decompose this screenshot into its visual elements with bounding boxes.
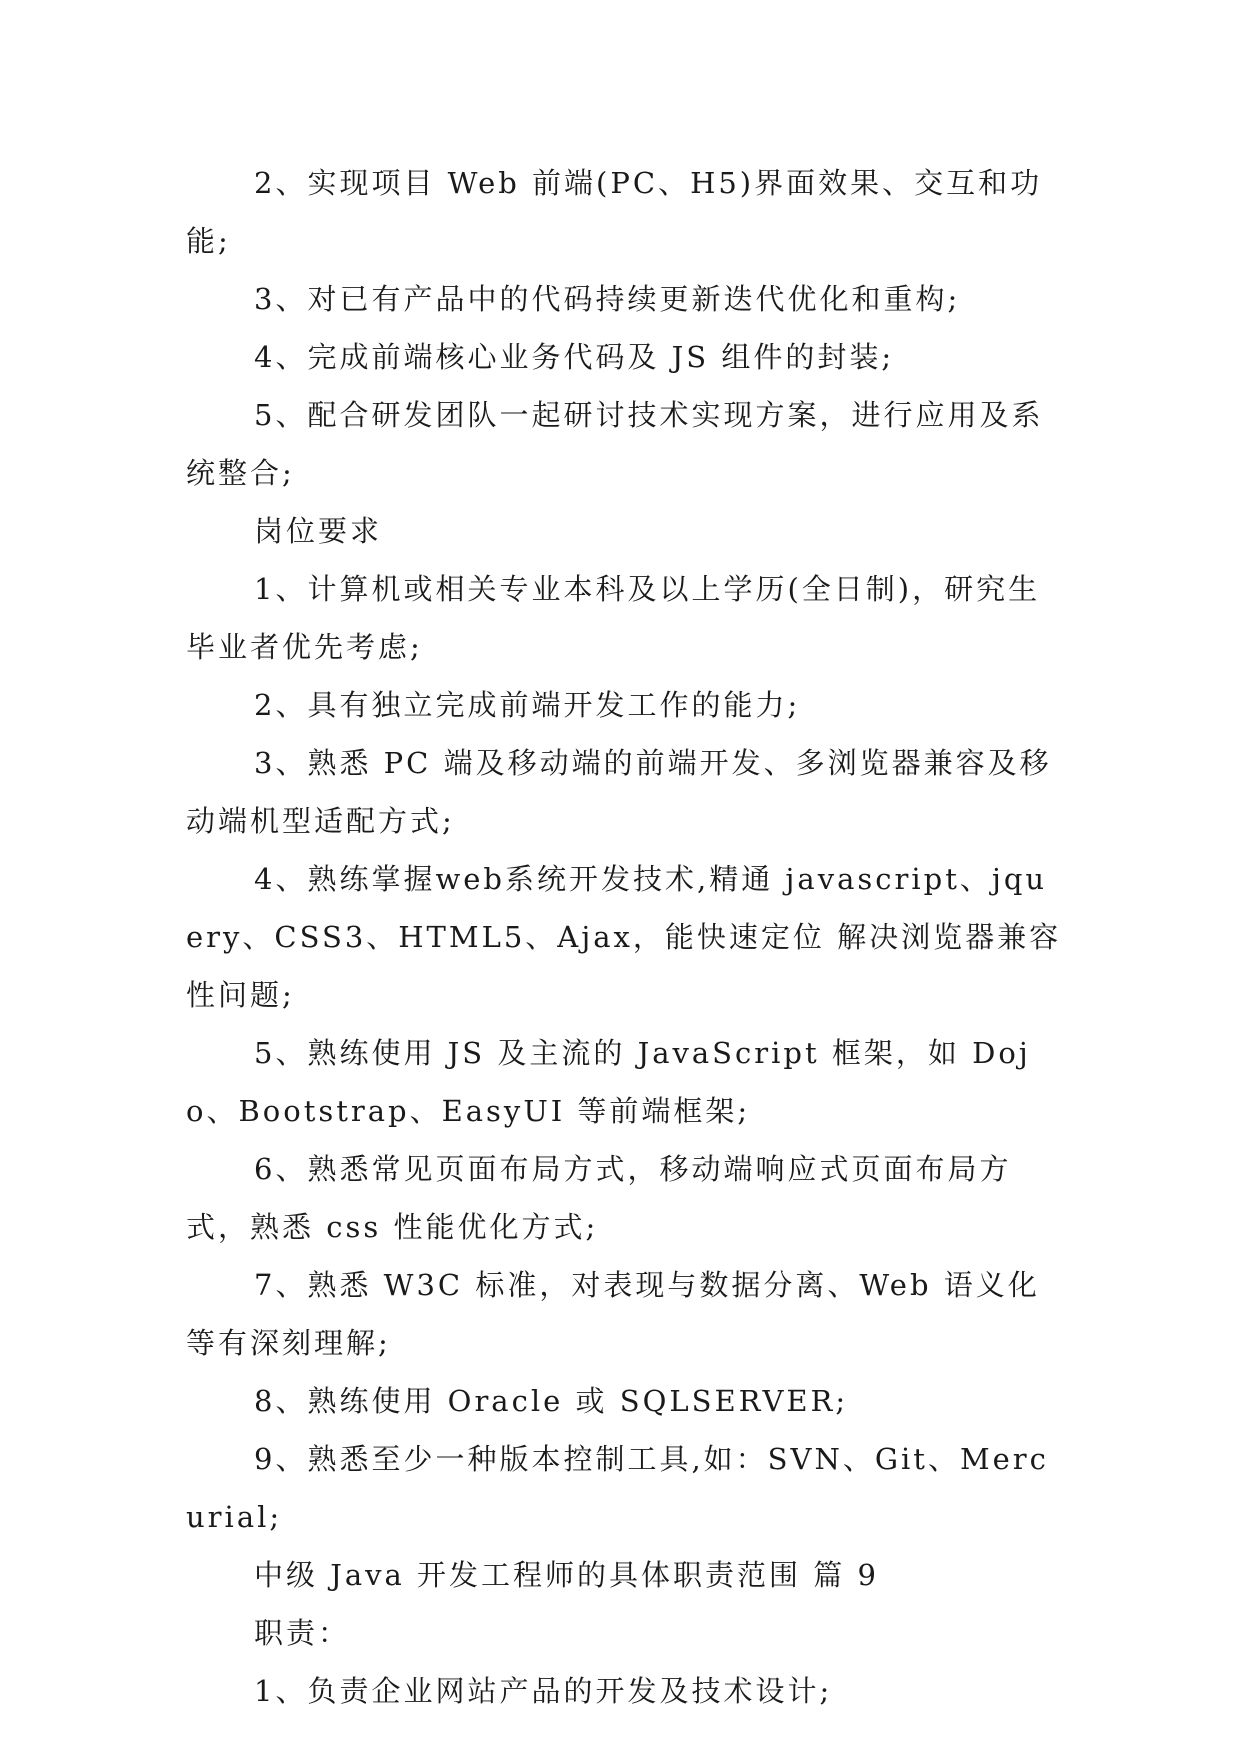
document-body (186, 154, 1066, 1720)
paragraph-duty-2: 2、实现项目 Web 前端(PC、H5)界面效果、交互和功能; (186, 166, 1043, 258)
paragraph-duty-3: 3、对已有产品中的代码持续更新迭代优化和重构; (254, 282, 961, 316)
paragraph-requirement-4: 4、熟练掌握web系统开发技术,精通 javascript、jquery、CSS3、HTML5、Ajax，能快速定位 解决浏览器兼容性问题; (186, 862, 1062, 1012)
paragraph-requirement-5: 5、熟练使用 JS 及主流的 JavaScript 框架，如 Dojo、Bootstrap、EasyUI 等前端框架; (186, 1036, 1031, 1128)
paragraph-requirement-9: 9、熟悉至少一种版本控制工具,如：SVN、Git、Mercurial; (186, 1442, 1049, 1534)
paragraph-requirement-8: 8、熟练使用 Oracle 或 SQLSERVER; (254, 1384, 849, 1418)
paragraph-duty-1: 1、负责企业网站产品的开发及技术设计; (254, 1674, 833, 1708)
paragraph-requirement-2: 2、具有独立完成前端开发工作的能力; (254, 688, 801, 722)
section-heading-duties: 职责： (254, 1616, 351, 1650)
paragraph-requirement-1: 1、计算机或相关专业本科及以上学历(全日制)，研究生毕业者优先考虑; (186, 572, 1041, 664)
section-heading-requirements: 岗位要求 (254, 514, 383, 548)
paragraph-requirement-7: 7、熟悉 W3C 标准，对表现与数据分离、Web 语义化等有深刻理解; (186, 1268, 1040, 1360)
paragraph-duty-4: 4、完成前端核心业务代码及 JS 组件的封装; (254, 340, 895, 374)
paragraph-requirement-6: 6、熟悉常见页面布局方式，移动端响应式页面布局方式，熟悉 css 性能优化方式; (186, 1152, 1012, 1244)
paragraph-duty-5: 5、配合研发团队一起研讨技术实现方案，进行应用及系统整合; (186, 398, 1044, 490)
section-heading-article-9: 中级 Java 开发工程师的具体职责范围 篇 9 (254, 1558, 879, 1592)
paragraph-requirement-3: 3、熟悉 PC 端及移动端的前端开发、多浏览器兼容及移动端机型适配方式; (186, 746, 1052, 838)
